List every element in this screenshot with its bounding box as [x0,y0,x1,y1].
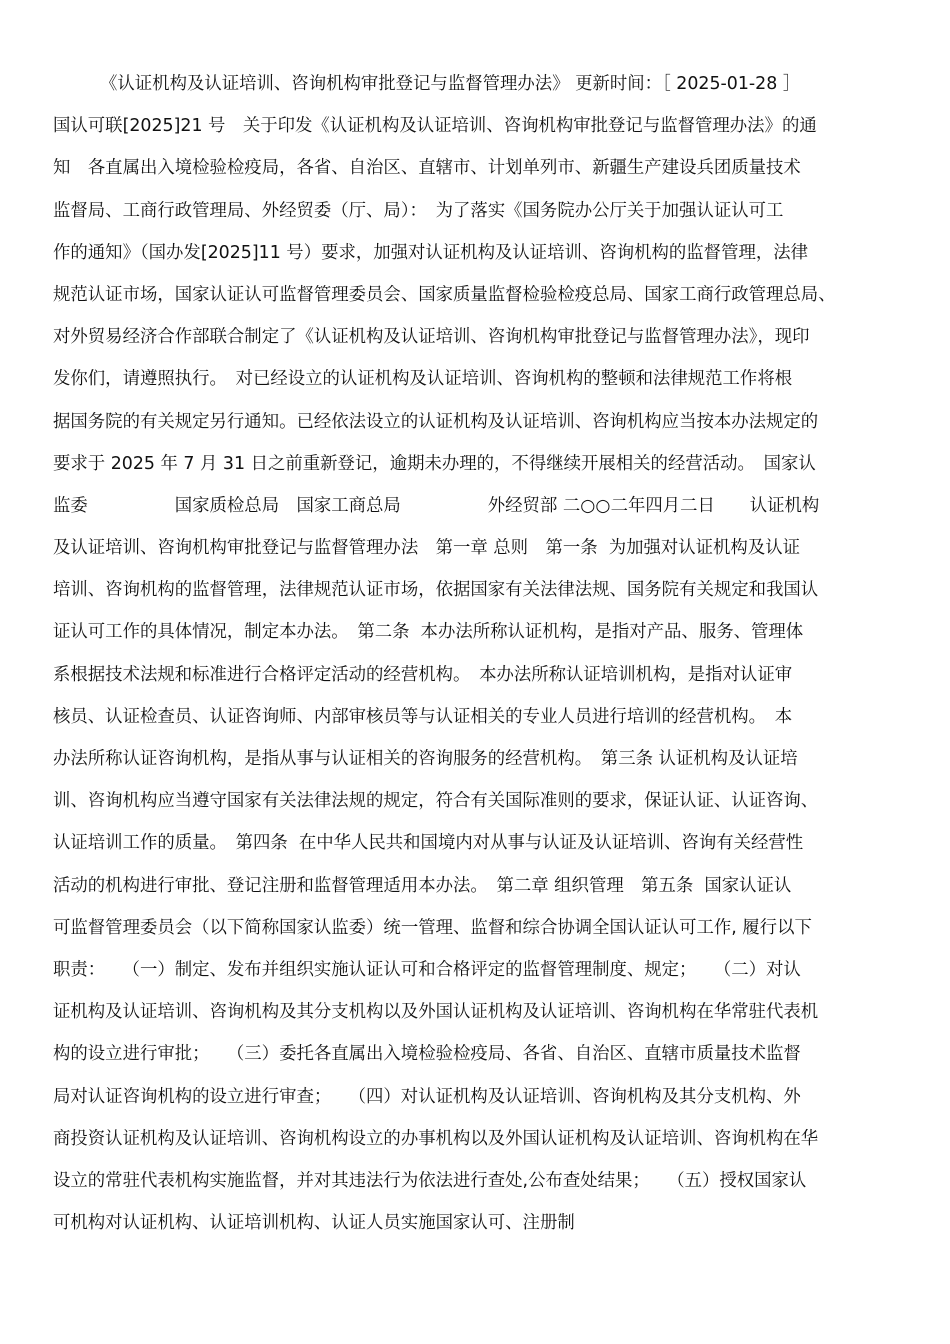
text-line: 发你们，请遵照执行。 对已经设立的认证机构及认证培训、咨询机构的整顿和法律规范工作将根 [53,369,793,390]
text-line: 核员、认证检查员、认证咨询师、内部审核员等与认证相关的专业人员进行培训的经营机构。 本 [53,706,793,727]
text-line: 设立的常驻代表机构实施监督，并对其违法行为依法进行查处,公布查处结果； （五）授权国家认 [53,1170,807,1191]
text-line: 监督局、工商行政管理局、外经贸委（厅、局）： 为了落实《国务院办公厅关于加强认证认可工 [53,200,784,221]
text-line: 作的通知》（国办发[2025]11 号）要求，加强对认证机构及认证培训、咨询机构的监督管理，法律 [53,242,809,263]
text-line: 规范认证市场，国家认证认可监督管理委员会、国家质量监督检验检疫总局、国家工商行政管理总局、 [53,284,836,305]
text-line: 可监督管理委员会（以下简称国家认监委）统一管理、监督和综合协调全国认证认可工作, 履行以下 [53,917,812,938]
document-title-line: 《认证机构及认证培训、咨询机构审批登记与监督管理办法》 更新时间：［ 2025-01-28 ］ [100,74,801,94]
text-line: 培训、咨询机构的监督管理，法律规范认证市场，依据国家有关法律法规、国务院有关规定和我国认 [53,580,819,601]
text-line: 商投资认证机构及认证培训、咨询机构设立的办事机构以及外国认证机构及认证培训、咨询机构在华 [53,1128,819,1149]
text-line: 训、咨询机构应当遵守国家有关法律法规的规定，符合有关国际准则的要求，保证认证、认证咨询、 [53,791,819,812]
text-line: 证认可工作的具体情况，制定本办法。 第二条 本办法所称认证机构，是指对产品、服务、管理体 [53,622,804,643]
document-body [53,63,903,1244]
text-line: 办法所称认证咨询机构，是指从事与认证相关的咨询服务的经营机构。 第三条 认证机构及认证培 [53,749,798,769]
text-line: 知 各直属出入境检验检疫局，各省、自治区、直辖市、计划单列市、新疆生产建设兵团质量技术 [53,158,801,179]
text-line: 认证培训工作的质量。 第四条 在中华人民共和国境内对从事与认证及认证培训、咨询有关经营性 [53,833,804,854]
text-line: 构的设立进行审批； （三）委托各直属出入境检验检疫局、各省、自治区、直辖市质量技术监督 [53,1044,801,1065]
text-line: 职责： （一）制定、发布并组织实施认证认可和合格评定的监督管理制度、规定； （二）对认 [53,959,801,980]
text-line: 系根据技术法规和标准进行合格评定活动的经营机构。 本办法所称认证培训机构，是指对认证审 [53,664,793,685]
text-line: 要求于 2025 年 7 月 31 日之前重新登记，逾期未办理的，不得继续开展相关的经营活动。 国家认 [53,453,816,474]
text-line: 局对认证咨询机构的设立进行审查； （四）对认证机构及认证培训、咨询机构及其分支机构、外 [53,1086,801,1107]
text-line: 对外贸易经济合作部联合制定了《认证机构及认证培训、咨询机构审批登记与监督管理办法》，现印 [53,327,810,348]
text-line: 据国务院的有关规定另行通知。已经依法设立的认证机构及认证培训、咨询机构应当按本办法规定的 [53,411,819,432]
text-line: 证机构及认证培训、咨询机构及其分支机构以及外国认证机构及认证培训、咨询机构在华常驻代表机 [53,1002,819,1023]
text-line: 及认证培训、咨询机构审批登记与监督管理办法 第一章 总则 第一条 为加强对认证机构及认证 [53,538,800,559]
text-line: 活动的机构进行审批、登记注册和监督管理适用本办法。 第二章 组织管理 第五条 国家认证认 [53,875,792,896]
text-line: 监委 国家质检总局 国家工商总局 外经贸部 二○○二年四月二日 认证机构 [53,495,820,516]
text-line: 可机构对认证机构、认证培训机构、认证人员实施国家认可、注册制 [53,1213,575,1234]
text-line: 国认可联[2025]21 号 关于印发《认证机构及认证培训、咨询机构审批登记与监督管理办法》的通 [53,116,817,137]
